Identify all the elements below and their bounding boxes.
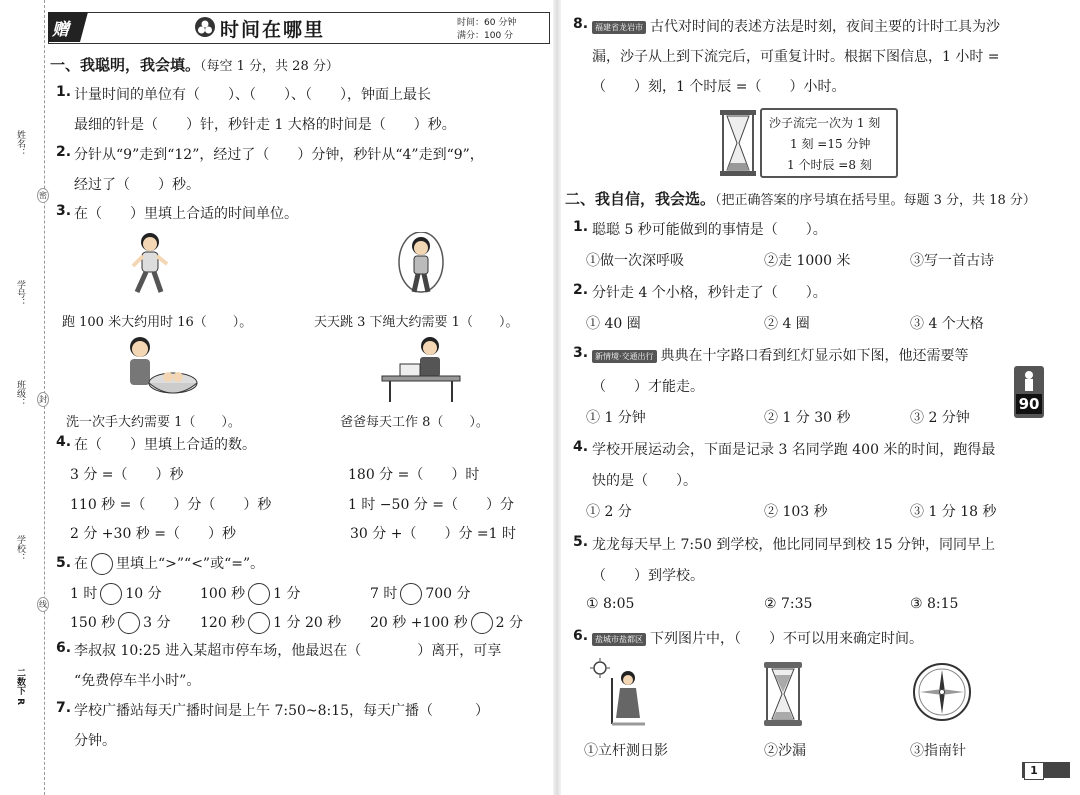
s2-q4-option-3[interactable]: ③ 1 分 18 秒 [910,504,997,520]
margin-class-label: 班级： [15,380,25,407]
q5-item-3: 7 时 700 分 [370,583,471,605]
s2-q5-number: 5. [573,534,589,550]
s2-q3-line1: 新情境·交通出行 典典在十字路口看到红灯显示如下图，他还需要等 [592,345,969,365]
s2-q4-line1: 学校开展运动会，下面是记录 3 名同学跑 400 米的时间，跑得最 [592,442,996,458]
q4-item-2: 180 分 =（ ）时 [348,467,480,483]
q6-line1: 李叔叔 10:25 进入某超市停车场，他最迟在（ ）离开，可享 [74,643,502,659]
q4-item-1: 3 分 =（ ）秒 [70,467,184,483]
q6-number: 6. [56,640,72,656]
page-number: 1 [1024,762,1044,780]
compass-icon [912,662,972,726]
s2-q6-text: 盐城市盐都区 下列图片中，（ ）不可以用来确定时间。 [592,628,923,648]
s2-q3-context-tag: 新情境·交通出行 [592,350,657,363]
title-icon [195,17,215,37]
compare-circle-sample [91,553,113,575]
q3-item-4: 爸爸每天工作 8（ ）。 [340,415,489,430]
jump-rope-child-illustration [396,232,446,304]
s2-q2-option-1[interactable]: ① 40 圈 [586,316,641,332]
s2-q5-line1: 龙龙每天早上 7:50 到学校，他比同同早到校 15 分钟，同同早上 [592,537,996,553]
s2-q3-option-1[interactable]: ① 1 分钟 [586,410,646,426]
q3-text: 在（ ）里填上合适的时间单位。 [74,206,298,222]
margin-feng-mark: 封 [37,392,49,407]
s2-q2-number: 2. [573,282,589,298]
running-child-illustration [125,230,175,302]
s2-q2-text: 分针走 4 个小格，秒针走了（ ）。 [592,285,827,301]
section2-note: （把正确答案的序号填在括号里。每题 3 分，共 18 分） [715,193,1036,208]
q4-item-6: 30 分 +（ ）分 =1 时 [350,526,516,542]
score-info: 满分：100 分 [457,31,514,41]
margin-xian-mark: 线 [37,597,49,612]
q3-item-2: 天天跳 3 下绳大约需要 1（ ）。 [314,315,519,330]
hourglass-icon [718,108,758,182]
s2-q1-option-2[interactable]: ②走 1000 米 [764,253,851,269]
q2-number: 2. [56,144,72,160]
margin-id-label: 学号： [15,280,25,307]
q5-item-4: 150 秒 3 分 [70,612,171,634]
q5-item-5: 120 秒 1 分 20 秒 [200,612,341,634]
s2-q5-option-1[interactable]: ① 8:05 [586,596,635,612]
margin-brand: 二数下 R [15,668,25,706]
q2-line1: 分针从“9”走到“12”，经过了（ ）分钟，秒针从“4”走到“9”， [74,147,484,163]
q1-line2: 最细的针是（ ）针，秒针走 1 大格的时间是（ ）秒。 [74,117,456,133]
q7-line1: 学校广播站每天广播时间是上午 7:50~8:15，每天广播（ ） [74,703,490,719]
s2-q4-number: 4. [573,439,589,455]
s2-q5-option-3[interactable]: ③ 8:15 [910,596,959,612]
q4-item-4: 1 时 −50 分 =（ ）分 [348,497,514,513]
page-fold [553,0,561,795]
s2-q1-text: 聪聪 5 秒可能做到的事情是（ ）。 [592,222,827,238]
q5-item-2: 100 秒 1 分 [200,583,301,605]
working-dad-illustration [378,334,463,408]
q5-item-1: 1 时 10 分 [70,583,162,605]
s2-q6-option-2[interactable]: ②沙漏 [764,743,806,759]
s2-q3-line2: （ ）才能走。 [592,379,704,395]
s2-q6-region-tag: 盐城市盐都区 [592,633,646,646]
q7-number: 7. [56,700,72,716]
q4-item-5: 2 分 +30 秒 =（ ）秒 [70,526,236,542]
q8-number: 8. [573,16,589,32]
q8-line1: 福建省龙岩市 古代对时间的表述方法是时刻，夜间主要的计时工具为沙 [592,16,1000,36]
s2-q1-number: 1. [573,219,589,235]
section1-title: 一、我聪明，我会填。（每空 1 分，共 28 分） [50,56,339,74]
sun-shadow-illustration [590,658,648,732]
s2-q4-option-1[interactable]: ① 2 分 [586,504,632,520]
s2-q3-number: 3. [573,345,589,361]
margin-mi-mark: 密 [37,188,49,203]
q8-region-tag: 福建省龙岩市 [592,21,646,34]
compare-circle-4[interactable] [118,612,140,634]
q4-item-3: 110 秒 =（ ）分（ ）秒 [70,497,272,513]
q8-line3: （ ）刻，1 个时辰 =（ ）小时。 [592,79,846,95]
section2-title: 二、我自信，我会选。（把正确答案的序号填在括号里。每题 3 分，共 18 分） [565,190,1036,208]
q8-line2: 漏，沙子从上到下流完后，可重复计时。根据下图信息，1 小时 = [592,49,1000,65]
q2-line2: 经过了（ ）秒。 [74,177,200,193]
s2-q6-option-3[interactable]: ③指南针 [910,743,966,759]
compare-circle-5[interactable] [248,612,270,634]
s2-q1-option-1[interactable]: ①做一次深呼吸 [586,253,684,269]
hand-washing-child-illustration [118,333,198,407]
q7-line2: 分钟。 [74,733,116,749]
s2-q5-option-2[interactable]: ② 7:35 [764,596,813,612]
traffic-light-countdown: 90 [1016,394,1042,414]
q4-text: 在（ ）里填上合适的数。 [74,437,256,453]
q4-number: 4. [56,434,72,450]
margin-name-label: 姓名： [15,130,25,157]
s2-q3-option-3[interactable]: ③ 2 分钟 [910,410,970,426]
s2-q4-line2: 快的是（ ）。 [592,473,697,489]
time-info: 时间：60 分钟 [457,18,517,28]
s2-q2-option-3[interactable]: ③ 4 个大格 [910,316,984,332]
compare-circle-2[interactable] [248,583,270,605]
s2-q6-number: 6. [573,628,589,644]
q5-item-6: 20 秒 +100 秒 2 分 [370,612,523,634]
s2-q6-option-1[interactable]: ①立杆测日影 [584,743,668,759]
q8-info-2: 1 刻 =15 分钟 [790,137,871,151]
compare-circle-3[interactable] [400,583,422,605]
section1-note: （每空 1 分，共 28 分） [200,59,339,74]
sandglass-icon [762,660,804,732]
s2-q1-option-3[interactable]: ③写一首古诗 [910,253,994,269]
compare-circle-1[interactable] [100,583,122,605]
q8-info-1: 沙子流完一次为 1 刻 [769,116,881,130]
s2-q4-option-2[interactable]: ② 103 秒 [764,504,828,520]
q5-number: 5. [56,555,72,571]
q8-info-3: 1 个时辰 =8 刻 [787,158,872,172]
s2-q2-option-2[interactable]: ② 4 圈 [764,316,810,332]
margin-school-label: 学校： [15,535,25,562]
q3-item-3: 洗一次手大约需要 1（ ）。 [66,415,241,430]
q5-text: 在 里填上“>”“<”或“=”。 [74,553,264,575]
page-title: 时间在哪里 [220,19,326,41]
gift-badge: 赠 [52,20,69,40]
q1-line1: 计量时间的单位有（ ）、（ ）、（ ），钟面上最长 [74,87,431,103]
q3-number: 3. [56,203,72,219]
q6-line2: “免费停车半小时”。 [74,673,201,689]
s2-q5-line2: （ ）到学校。 [592,568,704,584]
q3-item-1: 跑 100 米大约用时 16（ ）。 [62,315,253,330]
compare-circle-6[interactable] [471,612,493,634]
q1-number: 1. [56,84,72,100]
s2-q3-option-2[interactable]: ② 1 分 30 秒 [764,410,851,426]
